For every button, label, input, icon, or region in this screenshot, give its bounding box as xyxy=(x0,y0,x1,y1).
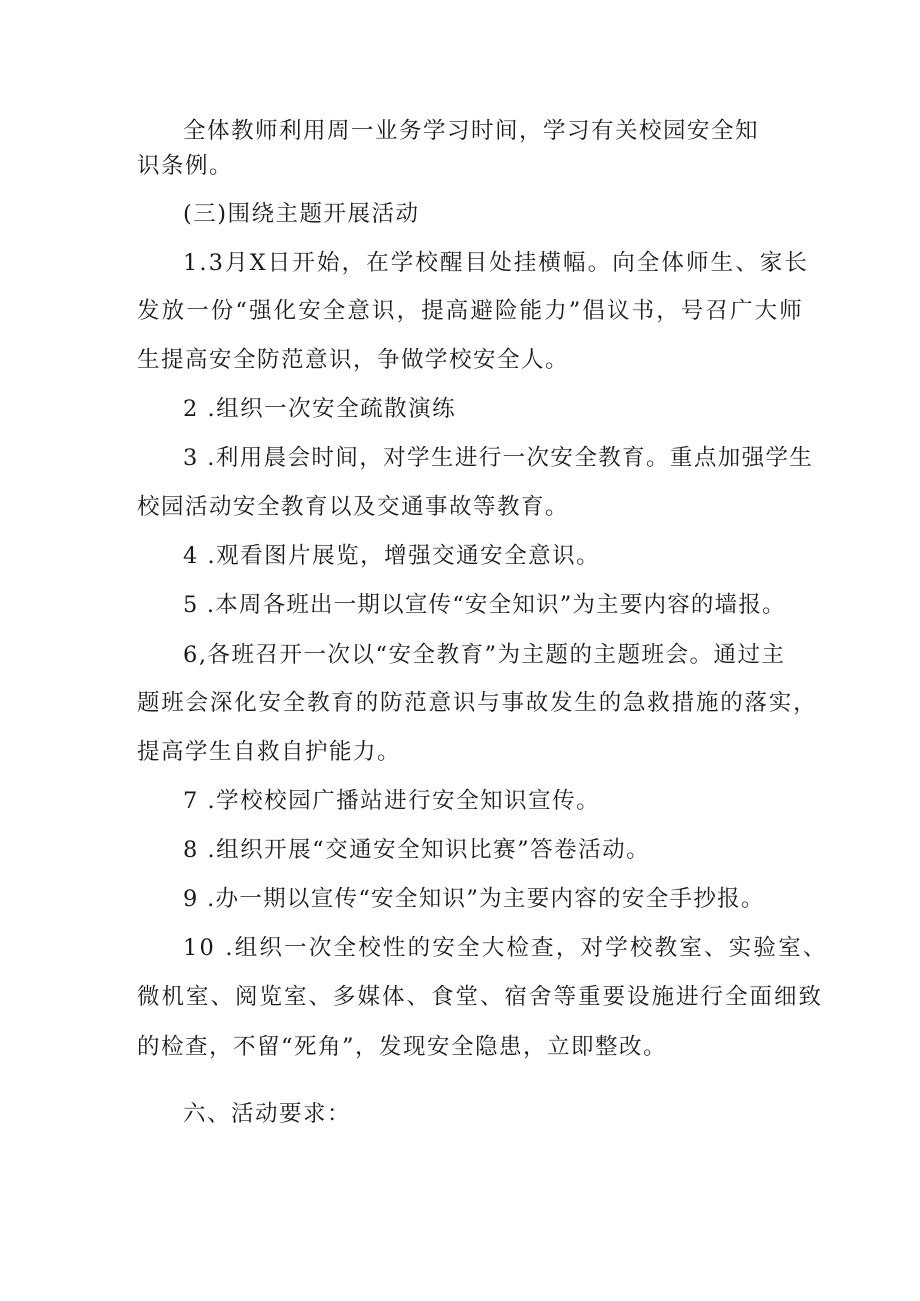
paragraph-line: 微机室、阅览室、多媒体、食堂、宿舍等重要设施进行全面细致 xyxy=(137,984,824,1010)
section-heading: 六、活动要求： xyxy=(183,1101,352,1127)
list-item-2: 2 .组织一次安全疏散演练 xyxy=(183,396,457,422)
list-item-6: 6,各班召开一次以“安全教育”为主题的主题班会。通过主 xyxy=(183,642,786,668)
section-heading: (三)围绕主题开展活动 xyxy=(183,201,420,227)
list-item-5: 5 .本周各班出一期以宣传“安全知识”为主要内容的墙报。 xyxy=(183,592,786,618)
paragraph-line: 的检查，不留“死角”，发现安全隐患，立即整改。 xyxy=(137,1034,668,1060)
paragraph-line: 题班会深化安全教育的防范意识与事故发生的急救措施的落实， xyxy=(137,690,818,716)
list-item-4: 4 .观看图片展览，增强交通安全意识。 xyxy=(183,543,601,569)
paragraph-line: 生提高安全防范意识，争做学校安全人。 xyxy=(137,347,570,373)
paragraph-line: 提高学生自救自护能力。 xyxy=(137,739,402,765)
list-item-8: 8 .组织开展“交通安全知识比赛”答卷活动。 xyxy=(183,837,651,863)
paragraph-line: 全体教师利用周一业务学习时间，学习有关校园安全知 xyxy=(183,118,760,144)
list-item-10: 10 .组织一次全校性的安全大检查，对学校教室、实验室、 xyxy=(183,935,828,961)
list-item-7: 7 .学校校园广播站进行安全知识宣传。 xyxy=(183,788,601,814)
list-item-9: 9 .办一期以宣传“安全知识”为主要内容的安全手抄报。 xyxy=(183,886,765,912)
paragraph-line: 校园活动安全教育以及交通事故等教育。 xyxy=(137,494,570,520)
list-item-3: 3 .利用晨会时间，对学生进行一次安全教育。重点加强学生 xyxy=(183,445,814,471)
paragraph-line: 发放一份“强化安全意识，提高避险能力”倡议书，号召广大师 xyxy=(137,298,804,324)
paragraph-line: 识条例。 xyxy=(137,153,234,179)
list-item-1: 1.3月X日开始，在学校醒目处挂横幅。向全体师生、家长 xyxy=(183,250,810,276)
